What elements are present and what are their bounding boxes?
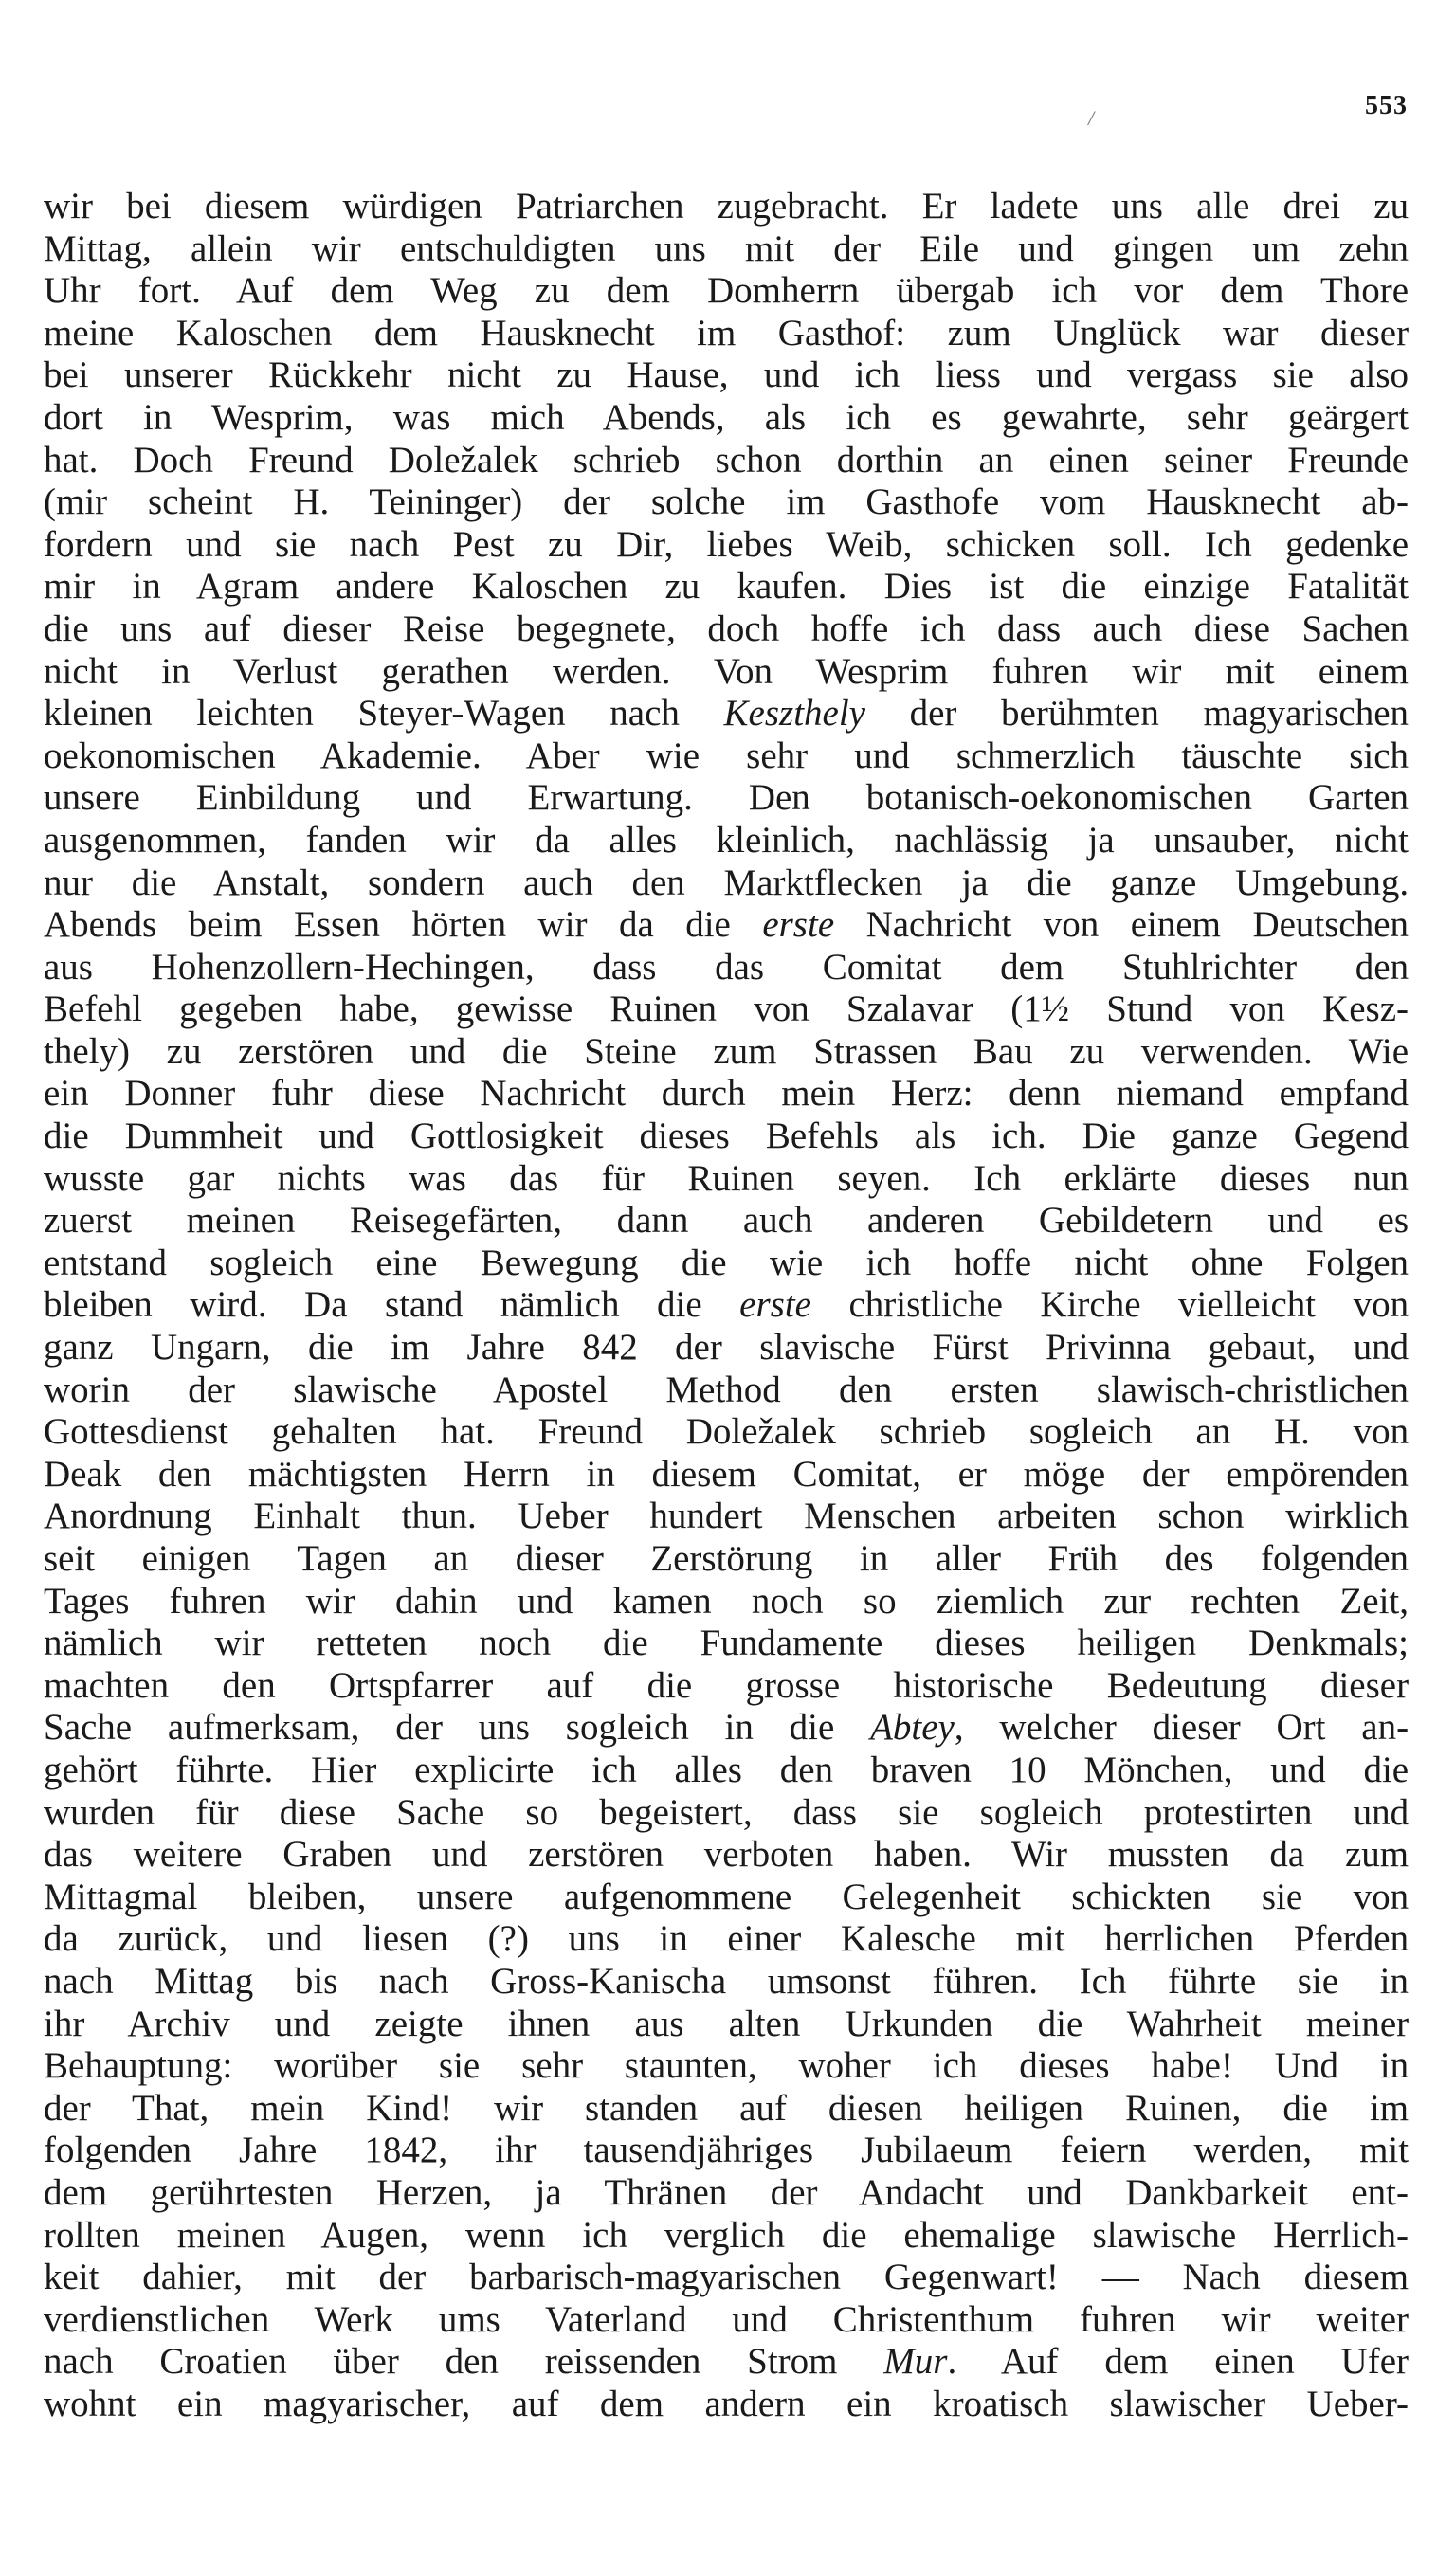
text-line: keit dahier, mit der barbarisch-magyarischen Gegenwart! — Nach diesem xyxy=(44,2257,1409,2298)
text-line: ihr Archiv und zeigte ihnen aus alten Urkunden die Wahrheit meiner xyxy=(44,2003,1409,2044)
text-line: ausgenommen, fanden wir da alles kleinlich, nachlässig ja unsauber, nicht xyxy=(44,819,1409,861)
emphasized-word: erste xyxy=(762,904,835,946)
text-line: wurden für diese Sache so begeistert, dass sie sogleich protestirten und xyxy=(44,1791,1409,1833)
text-line: nach Croatien über den reissenden Strom Mur. Auf dem einen Ufer xyxy=(44,2341,1409,2383)
text-line: ein Donner fuhr diese Nachricht durch mein Herz: denn niemand empfand xyxy=(44,1073,1409,1115)
page-number: 553 xyxy=(1365,91,1408,120)
text-line: die uns auf dieser Reise begegnete, doch hoffe ich dass auch diese Sachen xyxy=(44,608,1409,649)
text-line: gehört führte. Hier explicirte ich alles den braven 10 Mönchen, und die xyxy=(44,1749,1409,1790)
text-line: dem gerührtesten Herzen, ja Thränen der Andacht und Dankbarkeit ent- xyxy=(44,2171,1409,2213)
text-line: folgenden Jahre 1842, ihr tausendjähriges Jubilaeum feiern werden, mit xyxy=(44,2130,1409,2171)
text-line: Behauptung: worüber sie sehr staunten, woher ich dieses habe! Und in xyxy=(44,2045,1409,2087)
text-line: das weitere Graben und zerstören verboten haben. Wir mussten da zum xyxy=(44,1834,1409,1876)
text-line: meine Kaloschen dem Hausknecht im Gasthof: zum Unglück war dieser xyxy=(44,312,1409,354)
text-line: wusste gar nichts was das für Ruinen seyen. Ich erklärte dieses nun xyxy=(44,1157,1409,1199)
stray-pencil-mark: / xyxy=(1088,106,1095,130)
text-line: dort in Wesprim, was mich Abends, als ich es gewahrte, sehr geärgert xyxy=(44,396,1409,438)
text-line: mir in Agram andere Kaloschen zu kaufen. Dies ist die einzige Fatalität xyxy=(44,566,1409,608)
text-line: Mittag, allein wir entschuldigten uns mit der Eile und gingen um zehn xyxy=(44,227,1409,269)
text-line: hat. Doch Freund Doležalek schrieb schon dorthin an einen seiner Freunde xyxy=(44,439,1409,481)
text-line: kleinen leichten Steyer-Wagen nach Keszthely der berühmten magyarischen xyxy=(44,693,1409,735)
text-line: Mittagmal bleiben, unsere aufgenommene Gelegenheit schickten sie von xyxy=(44,1876,1409,1917)
text-line: oekonomischen Akademie. Aber wie sehr und schmerzlich täuschte sich xyxy=(44,735,1409,776)
emphasized-word: Abtey xyxy=(870,1707,955,1749)
text-line: unsere Einbildung und Erwartung. Den botanisch-oekonomischen Garten xyxy=(44,777,1409,819)
text-line: ganz Ungarn, die im Jahre 842 der slavische Fürst Privinna gebaut, und xyxy=(44,1327,1409,1369)
text-line: da zurück, und liesen (?) uns in einer Kalesche mit herrlichen Pferden xyxy=(44,1918,1409,1960)
text-line: Sache aufmerksam, der uns sogleich in die Abtey, welcher dieser Ort an- xyxy=(44,1707,1409,1749)
text-line: verdienstlichen Werk ums Vaterland und Christenthum fuhren wir weiter xyxy=(44,2298,1409,2340)
letter-body-text xyxy=(44,186,1409,2425)
emphasized-word: Keszthely xyxy=(723,693,865,735)
emphasized-word: erste xyxy=(739,1284,811,1326)
text-line: thely) zu zerstören und die Steine zum Strassen Bau zu verwenden. Wie xyxy=(44,1030,1409,1072)
text-line: seit einigen Tagen an dieser Zerstörung in aller Früh des folgenden xyxy=(44,1538,1409,1579)
text-line: die Dummheit und Gottlosigkeit dieses Befehls als ich. Die ganze Gegend xyxy=(44,1116,1409,1157)
text-line: Uhr fort. Auf dem Weg zu dem Domherrn übergab ich vor dem Thore xyxy=(44,270,1409,312)
text-line: Befehl gegeben habe, gewisse Ruinen von Szalavar (1½ Stund von Kesz- xyxy=(44,989,1409,1030)
text-line: der That, mein Kind! wir standen auf diesen heiligen Ruinen, die im xyxy=(44,2087,1409,2129)
text-line: (mir scheint H. Teininger) der solche im Gasthofe vom Hausknecht ab- xyxy=(44,481,1409,523)
text-line: bei unserer Rückkehr nicht zu Hause, und ich liess und vergass sie also xyxy=(44,354,1409,396)
text-line: nach Mittag bis nach Gross-Kanischa umsonst führen. Ich führte sie in xyxy=(44,1960,1409,2002)
text-line: aus Hohenzollern-Hechingen, dass das Comitat dem Stuhlrichter den xyxy=(44,946,1409,988)
text-line: fordern und sie nach Pest zu Dir, liebes Weib, schicken soll. Ich gedenke xyxy=(44,523,1409,565)
text-line: bleiben wird. Da stand nämlich die erste christliche Kirche vielleicht von xyxy=(44,1284,1409,1326)
text-line: zuerst meinen Reisegefärten, dann auch anderen Gebildetern und es xyxy=(44,1200,1409,1242)
text-line: nämlich wir retteten noch die Fundamente dieses heiligen Denkmals; xyxy=(44,1623,1409,1664)
text-line: Tages fuhren wir dahin und kamen noch so ziemlich zur rechten Zeit, xyxy=(44,1580,1409,1622)
text-line: Gottesdienst gehalten hat. Freund Doležalek schrieb sogleich an H. von xyxy=(44,1411,1409,1453)
text-line: Abends beim Essen hörten wir da die erste Nachricht von einem Deutschen xyxy=(44,904,1409,946)
emphasized-word: Mur xyxy=(883,2341,948,2383)
text-line: Anordnung Einhalt thun. Ueber hundert Menschen arbeiten schon wirklich xyxy=(44,1496,1409,1537)
text-line: wir bei diesem würdigen Patriarchen zugebracht. Er ladete uns alle drei zu xyxy=(44,186,1409,227)
text-line: Deak den mächtigsten Herrn in diesem Comitat, er möge der empörenden xyxy=(44,1453,1409,1495)
text-line: machten den Ortspfarrer auf die grosse historische Bedeutung dieser xyxy=(44,1664,1409,1706)
text-line: worin der slawische Apostel Method den ersten slawisch-christlichen xyxy=(44,1369,1409,1410)
text-line: rollten meinen Augen, wenn ich verglich die ehemalige slawische Herrlich- xyxy=(44,2214,1409,2256)
text-line: entstand sogleich eine Bewegung die wie ich hoffe nicht ohne Folgen xyxy=(44,1242,1409,1283)
text-line: nicht in Verlust gerathen werden. Von Wesprim fuhren wir mit einem xyxy=(44,650,1409,692)
text-line: nur die Anstalt, sondern auch den Marktflecken ja die ganze Umgebung. xyxy=(44,862,1409,903)
text-line: wohnt ein magyarischer, auf dem andern ein kroatisch slawischer Ueber- xyxy=(44,2383,1409,2424)
